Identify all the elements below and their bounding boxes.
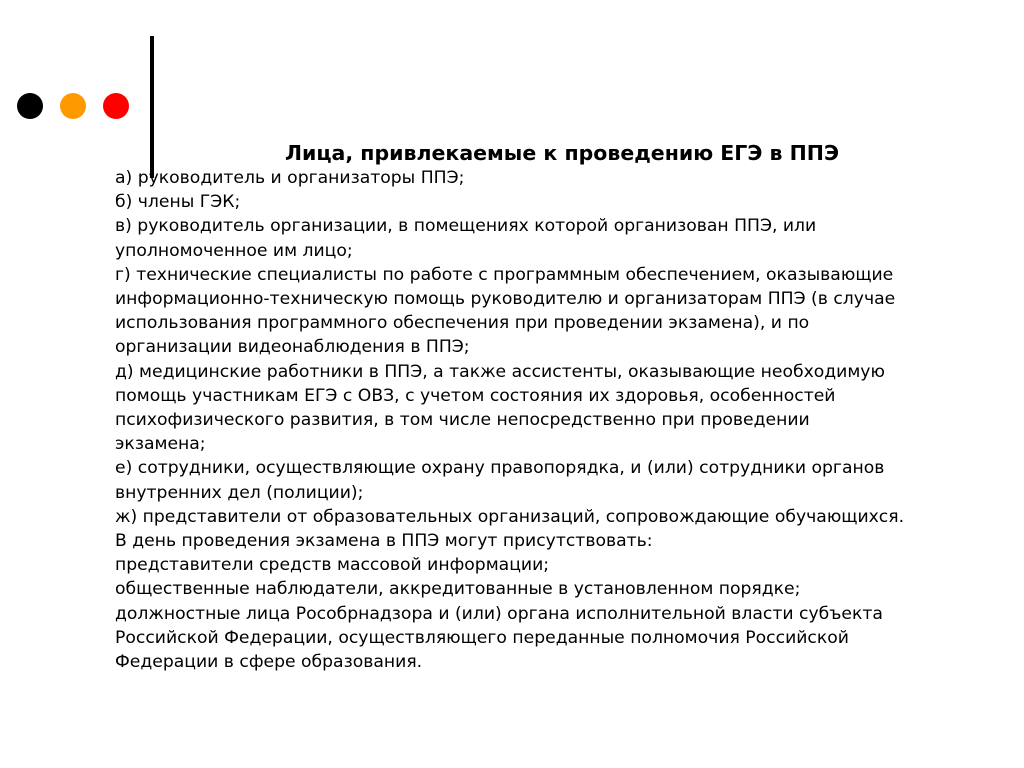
body-line: г) технические специалисты по работе с программным обеспечением, оказывающие <box>115 264 894 285</box>
body-line: В день проведения экзамена в ППЭ могут присутствовать: <box>115 531 653 552</box>
body-line: в) руководитель организации, в помещениях которой организован ППЭ, или <box>115 216 817 237</box>
body-line: помощь участникам ЕГЭ с ОВЗ, с учетом состояния их здоровья, особенностей <box>115 385 836 406</box>
body-line: организации видеонаблюдения в ППЭ; <box>115 337 470 358</box>
body-line: внутренних дел (полиции); <box>115 482 364 503</box>
red-dot-icon <box>103 93 129 119</box>
body-line: а) руководитель и организаторы ППЭ; <box>115 168 465 188</box>
body-line: общественные наблюдатели, аккредитованные в установленном порядке; <box>115 579 801 600</box>
body-line: Российской Федерации, осуществляющего переданные полномочия Российской <box>115 627 849 648</box>
body-line: д) медицинские работники в ППЭ, а также ассистенты, оказывающие необходимую <box>115 361 885 382</box>
body-line: экзамена; <box>115 434 206 455</box>
body-line: уполномоченное им лицо; <box>115 240 353 261</box>
slide-title: Лица, привлекаемые к проведению ЕГЭ в ППЭ <box>284 141 840 165</box>
body-line: представители средств массовой информации; <box>115 555 550 576</box>
body-line: должностные лица Рособрнадзора и (или) органа исполнительной власти субъекта <box>115 603 883 624</box>
body-line: психофизического развития, в том числе непосредственно при проведении <box>115 410 810 431</box>
body-line: б) члены ГЭК; <box>115 192 241 213</box>
body-line: ж) представители от образовательных организаций, сопровождающие обучающихся. <box>115 506 905 527</box>
body-line: е) сотрудники, осуществляющие охрану правопорядка, и (или) сотрудники органов <box>115 458 885 479</box>
body-line: информационно-техническую помощь руководителю и организаторам ППЭ (в случае <box>115 289 896 310</box>
orange-dot-icon <box>60 93 86 119</box>
slide-body <box>115 166 1015 674</box>
black-dot-icon <box>17 93 43 119</box>
body-line: Федерации в сфере образования. <box>115 652 423 673</box>
body-line: использования программного обеспечения при проведении экзамена), и по <box>115 313 810 334</box>
